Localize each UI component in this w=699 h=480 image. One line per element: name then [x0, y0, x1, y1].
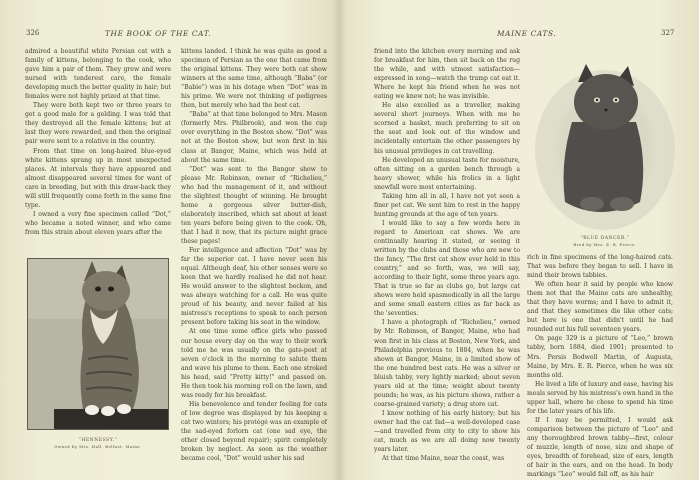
paragraph: If I may be permitted, I would ask comparison between the picture of “Leo” and any thoroughbred brown tabby—first, colour of muzzle, length of nose, size and shape of eyes, breadth of forehead, size of ears, length of hair in the ears, and on the head. In body markings “Leo” would fall off, as his hair	[527, 416, 673, 479]
paragraph: His benevolence and tender feeling for cats of low degree was displayed by his keeping a cat two winters; his protégé was an example of the sad-eyed forlorn cat (one sad eye, the other closed beyond repair); spirit completely broken by neglect. As soon as the weather became cool, “Dot” would usher his sad	[181, 400, 327, 463]
paragraph: For intelligence and affection “Dot” was by far the superior cat. I have never seen his equal. Although deaf, his other senses were so keen that we hardly realised he did not hear. He would answer to the slightest beckon, and was always watching for a call. He was quite proud of his beauty, and never failed at his mistress's receptions to speak to each person present before taking his seat in the window.	[181, 247, 327, 327]
paragraph: friend into the kitchen every morning and ask for breakfast for him, then sit back on the rug the while, and with utmost satisfaction—expressed in song—watch the tramp cat eat it. Where he kept his friend when he was not eating we knew not; he was invisible.	[374, 48, 520, 101]
running-head-left: THE BOOK OF THE CAT.	[105, 29, 212, 38]
paragraph: At that time Maine, near the coast, was	[382, 455, 505, 463]
page-number-right: 327	[661, 29, 675, 37]
paragraph: I would like to say a few words here in regard to American cat shows. We are continually hearing it stated, or seeing it written by the clubs and those who are new to the fancy, “The first cat show ever held in this country,” and so forth, was, we will say, according to their light, some three years ago. That is true so far as clubs go, but large cat shows were held spasmodically in all the large and some small eastern cities as far back as the 'seventies.	[374, 219, 520, 318]
caption-title: “BLUE DANCER.”	[580, 236, 630, 241]
caption-title: “HENNESSY.”	[78, 438, 118, 443]
paragraph: kittens landed. I think he was quite as good a specimen of Persian as the one that came from the original kittens. They were both cat show winners at the same time, although “Baba” (or “Babie”) was in his dotage when “Dot” was in his prime. We were not thinking of pedigrees then, but merely who had the best cat.	[181, 48, 327, 110]
paragraph: admired a beautiful white Persian cat with a family of kittens, belonging to the cook, who gave him a pair of them. They grew and were nursed with tenderest care, the female developing much the better quality in hair; but females were not highly prized at that time.	[25, 48, 171, 101]
photo-caption-blue-dancer	[530, 236, 680, 247]
running-head-right: MAINE CATS.	[497, 29, 557, 38]
paragraph: “Dot” was sent to the Bangor show to please Mr. Robinson, owner of “Richelieu,” who had the management of it, and without the slightest thought of winning. He brought home a gorgeous silver butter-dish, elaborately inscribed, which sat about at least ten years before being given to the cook. Oh, that I had it now, that its picture might grace these pages!	[181, 165, 327, 245]
paragraph: Taking him all in all, I have not yet seen a finer pet cat. We sent him to rest in the happy hunting grounds at the age of ten years.	[374, 192, 520, 218]
paragraph: He also excelled as a traveller, making several short journeys. When with me he scorned a basket, much preferring to sit on the seat and look out of the window and incidentally entertain the other passengers by his unusual privileges in cat travelling.	[374, 102, 520, 155]
paragraph: He lived a life of luxury and ease, having his meals served by his mistress's own hand in the upper hall, where he chose to spend his time for the later years of his life.	[527, 380, 673, 415]
paragraph: rich in fine specimens of the long-haired cats. That was before they began to sell. I have in mind their brown tabbies.	[527, 254, 673, 280]
paragraph: I know nothing of his early history; but his owner had the cat fad—a well-developed case—and travelled from city to city to show his cat, much as we are all doing now twenty years later.	[374, 409, 520, 454]
right-column-1	[374, 47, 520, 463]
paragraph: On page 329 is a picture of “Leo,” brown tabby, born 1884, died 1901; presented to Mrs. Persis Bodwell Martin, of Augusta, Maine, by Mrs. E. R. Pierce, when he was six months old.	[527, 335, 673, 379]
paragraph: From that time on long-haired blue-eyed white kittens sprang up in most unexpected places. At intervals they have appeared and almost disappeared several times for want of care in breeding, but with this draw-back they will still frequently come forth in the same fine type.	[25, 147, 171, 209]
paragraph: At one time some office girls who passed our house every day on the way to their work told me he was usually on the gate-post at seven o'clock in the morning to salute them and wave his plume to them. Each one stroked his head, said “Pretty kitty!” and passed on. He then took his morning roll on the lawn, and was ready for his breakfast.	[181, 328, 327, 399]
paragraph: I owned a very fine specimen called “Dot,” who became a noted winner, and who came from this strain about eleven years after the	[25, 210, 171, 236]
page-number-left: 326	[26, 29, 40, 37]
paragraph: “Baba” at that time belonged to Mrs. Mason (formerly Mrs. Philbrook), and won the cup over everything in the Boston show. “Dot” was not at the Boston show, but won first in his class at Bangor, Maine, which was held at about the same time.	[181, 111, 327, 164]
caption-credit: Bred by Mrs. E. R. Pierce.	[573, 242, 637, 247]
paragraph: We often hear it said by people who know them not that the Maine cats are unhealthy, that they have worms; and I have to admit it, and that they sometimes die like other cats; but here is one that didn't until he had rounded out his full seventeen years.	[527, 281, 673, 334]
cat-photo-blue-longhair	[530, 62, 680, 232]
paragraph: They were both kept two or three years to get a good male for a gelding. I was told that they destroyed all the female kittens; but at last they were rewarded, and then the original pair were sent to a relative in the country.	[25, 102, 171, 146]
paragraph: I have a photograph of “Richelieu,” owned by Mr. Robinson, of Bangor, Maine, who had won first in his class at Boston, New York, and Philadelphia previous to 1884, when he was shown at Bangor, Maine, in a limited show of the one hundred best cats. He was a silver or bluish tabby, very lightly marked; about seven years old at the time; weight about twenty pounds; he was, as his picture shows, rather a coarse-grained variety; a drug store cat.	[374, 319, 520, 408]
photo-blue-dancer	[530, 62, 680, 232]
right-column-2	[527, 253, 673, 479]
caption-credit: Owned by Mrs. Hall, Belfast, Maine.	[54, 444, 142, 449]
paragraph: He developed an unusual taste for moisture, often sitting on a garden bench through a heavy shower, while his frolics in a light snowfall were most entertaining.	[374, 156, 520, 191]
